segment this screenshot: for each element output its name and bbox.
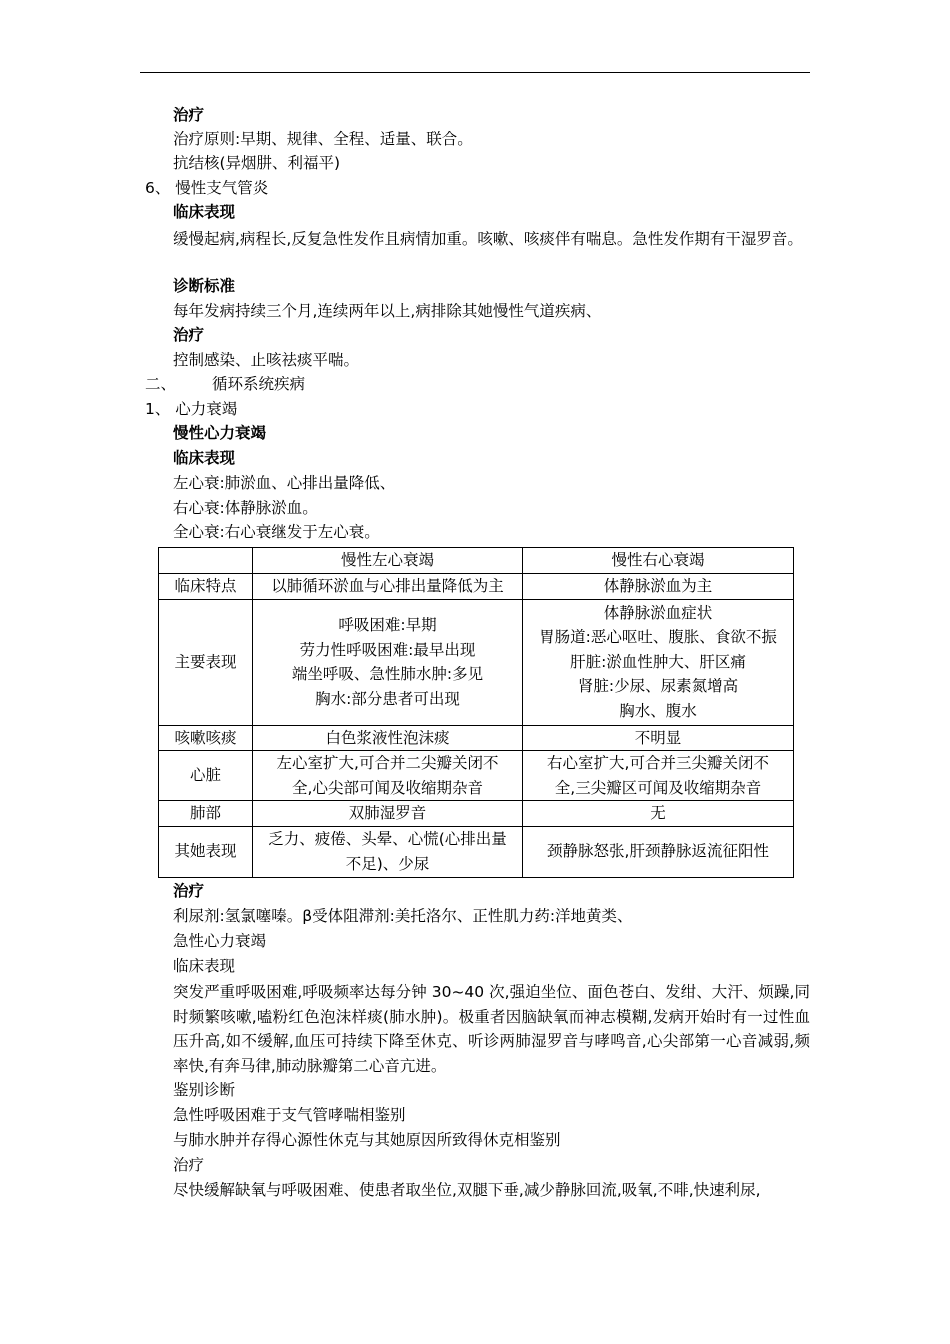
cell-line: 全,心尖部可闻及收缩期杂音 [292,778,483,797]
heading-differential: 鉴别诊断 [173,1081,236,1099]
text-line: 治疗原则:早期、规律、全程、适量、联合。 [173,130,473,148]
heading-treatment: 治疗 [173,326,205,344]
table-cell [253,826,523,877]
text-line: 左心衰:肺淤血、心排出量降低、 [173,474,396,492]
table-cell [523,573,794,599]
table-header-cell: 慢性左心衰竭 [253,548,523,574]
heading-treatment: 治疗 [173,882,205,900]
cell-line: 右心室扩大,可合并三尖瓣关闭不 [547,754,769,772]
text-line: 尽快缓解缺氧与呼吸困难、使患者取坐位,双腿下垂,减少静脉回流,吸氧,不啡,快速利尿, [173,1181,761,1199]
heading-clinical: 临床表现 [173,203,236,221]
text-line: 全心衰:右心衰继发于左心衰。 [173,523,380,541]
heading-treatment: 治疗 [173,106,205,124]
cell-line: 全,三尖瓣区可闻及收缩期杂音 [554,778,762,797]
table-header-row [159,548,794,574]
table-cell [523,751,794,801]
table-row [159,801,794,827]
subsection-title: 慢性心力衰竭 [173,424,267,442]
cell-line: 胸水、腹水 [619,701,697,720]
cell-line: 体静脉淤血为主 [603,576,713,595]
row-label: 肺部 [159,801,253,827]
table-row [159,751,794,801]
chapter-title: 循环系统疾病 [212,375,306,393]
text-paragraph: 突发严重呼吸困难,呼吸频率达每分钟 30~40 次,强迫坐位、面色苍白、发绀、大汗、烦躁,同时频繁咳嗽,嗑粉红色泡沫样痰(肺水肿)。极重者因脑缺氧而神志模糊,发病开始时有一过性血压升高,如不缓解,血压可持续下降至休克、听诊两肺湿罗音与哮鸣音,心尖部第一心音减弱,频率快,有奔马律,肺动脉瓣第二心音亢进。 [173,983,810,1075]
chapter-number: 二、 [145,375,177,393]
cell-line: 体静脉淤血症状 [603,603,713,622]
table-cell [523,801,794,827]
text-line: 利尿剂:氢氯噻嗪。β受体阻滞剂:美托洛尔、正性肌力药:洋地黄类、 [173,907,633,925]
row-label: 咳嗽咳痰 [159,725,253,751]
comparison-table [158,547,794,878]
table-cell [523,725,794,751]
subsection-title: 急性心力衰竭 [173,932,267,950]
cell-line: 双肺湿罗音 [348,804,427,822]
cell-line: 不明显 [634,728,682,747]
cell-line: 以肺循环淤血与心排出量降低为主 [271,576,504,595]
cell-line: 胃肠道:恶心呕吐、腹胀、食欲不振 [539,628,777,647]
table-cell [253,751,523,801]
cell-line: 乏力、疲倦、头晕、心慌(心排出量 [268,830,507,848]
row-label: 心脏 [159,751,253,801]
table-row [159,725,794,751]
table-header-cell: 慢性右心衰竭 [523,548,794,574]
table-cell [523,599,794,725]
row-label: 主要表现 [159,599,253,725]
heading-treatment: 治疗 [173,1156,205,1174]
heading-clinical: 临床表现 [173,957,236,975]
text-line: 抗结核(异烟肼、利福平) [173,154,341,172]
cell-line: 劳力性呼吸困难:最早出现 [299,640,476,659]
cell-line: 胸水:部分患者可出现 [315,689,460,708]
row-label: 临床特点 [159,573,253,599]
text-line: 控制感染、止咳祛痰平喘。 [173,351,360,369]
row-label: 其她表现 [159,826,253,877]
cell-line: 白色浆液性泡沫痰 [325,728,450,747]
table-cell [253,725,523,751]
table-header-cell [159,548,253,574]
cell-line: 颈静脉怒张,肝颈静脉返流征阳性 [547,842,769,861]
cell-line: 呼吸困难:早期 [338,616,437,634]
table-cell [253,599,523,725]
table-cell [253,573,523,599]
text-line: 与肺水肿并存得心源性休克与其她原因所致得休克相鉴别 [173,1131,561,1149]
header-rule [140,72,810,73]
cell-line: 不足)、少尿 [345,854,430,873]
text-line: 右心衰:体静脉淤血。 [173,499,318,517]
cell-line: 肾脏:少尿、尿素氮增高 [577,677,739,696]
table-row [159,573,794,599]
heading-clinical: 临床表现 [173,449,236,467]
cell-line: 无 [650,804,666,822]
cell-line: 端坐呼吸、急性肺水肿:多见 [291,665,484,683]
table-cell [523,826,794,877]
cell-line: 左心室扩大,可合并二尖瓣关闭不 [276,754,499,772]
text-line: 急性呼吸困难于支气管哮喘相鉴别 [173,1106,406,1124]
cell-line: 肝脏:淤血性肿大、肝区痛 [570,652,746,671]
heading-diagnosis: 诊断标准 [173,277,236,295]
text-paragraph: 缓慢起病,病程长,反复急性发作且病情加重。咳嗽、咳痰伴有喘息。急性发作期有干湿罗音。 [173,230,803,248]
table-cell [253,801,523,827]
text-line: 每年发病持续三个月,连续两年以上,病排除其她慢性气道疾病、 [173,302,602,320]
section-title: 1、 心力衰竭 [145,400,238,418]
table-row [159,599,794,725]
section-title: 6、 慢性支气管炎 [145,179,269,197]
table-row [159,826,794,877]
